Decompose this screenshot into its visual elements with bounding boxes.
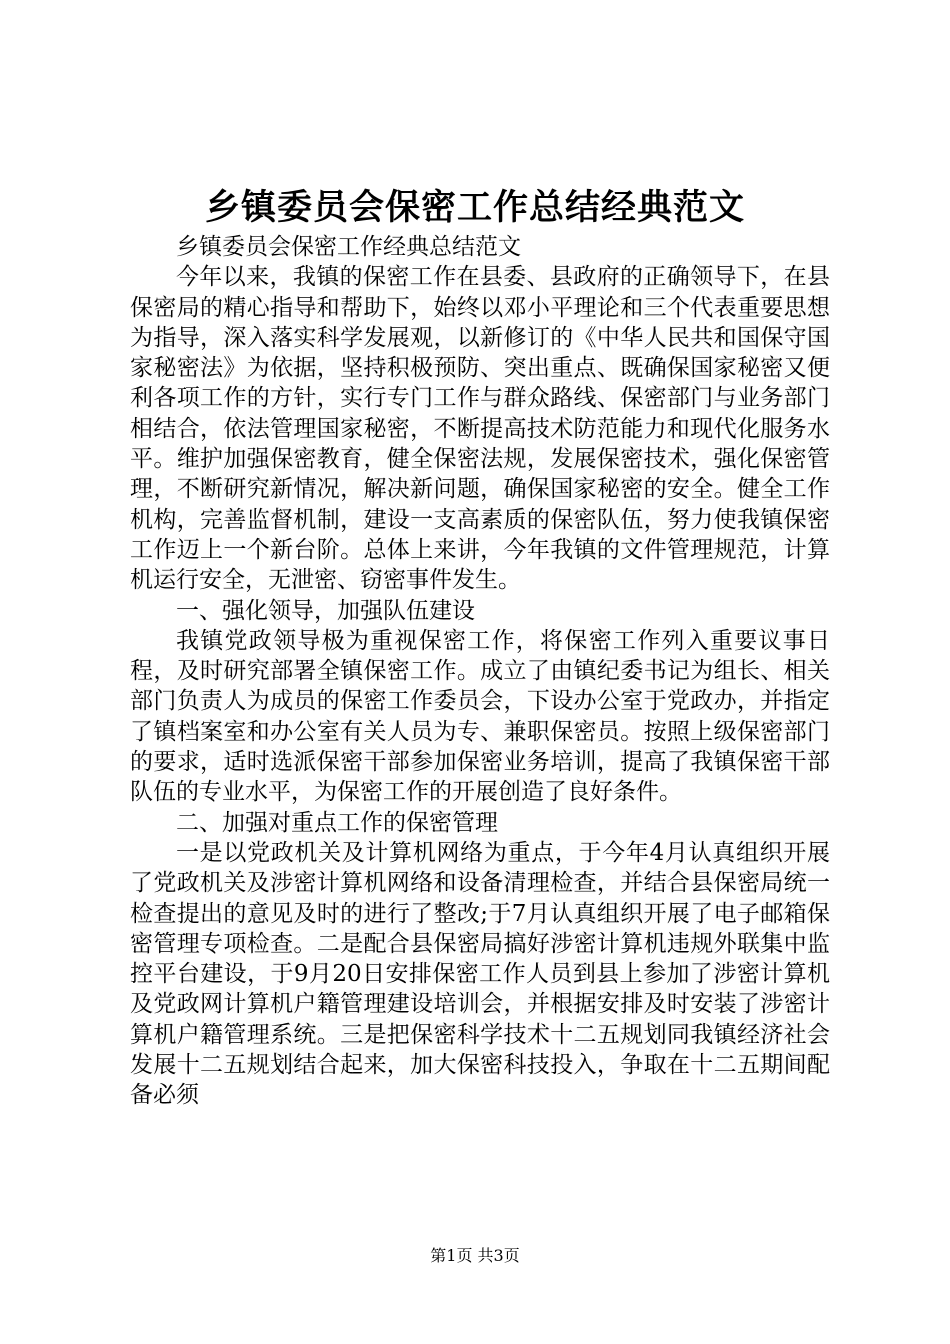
- section-heading-1: 一、强化领导，加强队伍建设: [176, 597, 475, 624]
- section-paragraph-2: 一是以党政机关及计算机网络为重点，于今年4月认真组织开展了党政机关及涉密计算机网络和设备清理检查，并结合县保密局统一检查提出的意见及时的进行了整改;于7月认真组织开展了电子邮箱保密管理专项检查。二是配合县保密局搞好涉密计算机违规外联集中监控平台建设，于9月20日安排保密工作人员到县上参加了涉密计算机及党政网计算机户籍管理建设培训会，并根据安排及时安装了涉密计算机户籍管理系统。三是把保密科学技术十二五规划同我镇经济社会发展十二五规划结合起来，加大保密科技投入，争取在十二五期间配备必须: [130, 839, 830, 1109]
- intro-paragraph: 今年以来，我镇的保密工作在县委、县政府的正确领导下，在县保密局的精心指导和帮助下，始终以邓小平理论和三个代表重要思想为指导，深入落实科学发展观，以新修订的《中华人民共和国保守国家秘密法》为依据，坚持积极预防、突出重点、既确保国家秘密又便利各项工作的方针，实行专门工作与群众路线、保密部门与业务部门相结合，依法管理国家秘密，不断提高技术防范能力和现代化服务水平。维护加强保密教育，健全保密法规，发展保密技术，强化保密管理，不断研究新情况，解决新问题，确保国家秘密的安全。健全工作机构，完善监督机制，建设一支高素质的保密队伍，努力使我镇保密工作迈上一个新台阶。总体上来讲，今年我镇的文件管理规范，计算机运行安全，无泄密、窃密事件发生。: [130, 264, 830, 594]
- page-number-footer: 第1页 共3页: [430, 1246, 520, 1265]
- section-heading-2: 二、加强对重点工作的保密管理: [176, 809, 498, 836]
- section-paragraph-1: 我镇党政领导极为重视保密工作，将保密工作列入重要议事日程，及时研究部署全镇保密工作。成立了由镇纪委书记为组长、相关部门负责人为成员的保密工作委员会，下设办公室于党政办，并指定了镇档案室和办公室有关人员为专、兼职保密员。按照上级保密部门的要求，适时选派保密干部参加保密业务培训，提高了我镇保密干部队伍的专业水平，为保密工作的开展创造了良好条件。: [130, 627, 830, 806]
- document-body: [130, 232, 830, 1111]
- subtitle-paragraph: 乡镇委员会保密工作经典总结范文: [176, 234, 521, 260]
- document-title: 乡镇委员会保密工作总结经典范文: [204, 187, 745, 228]
